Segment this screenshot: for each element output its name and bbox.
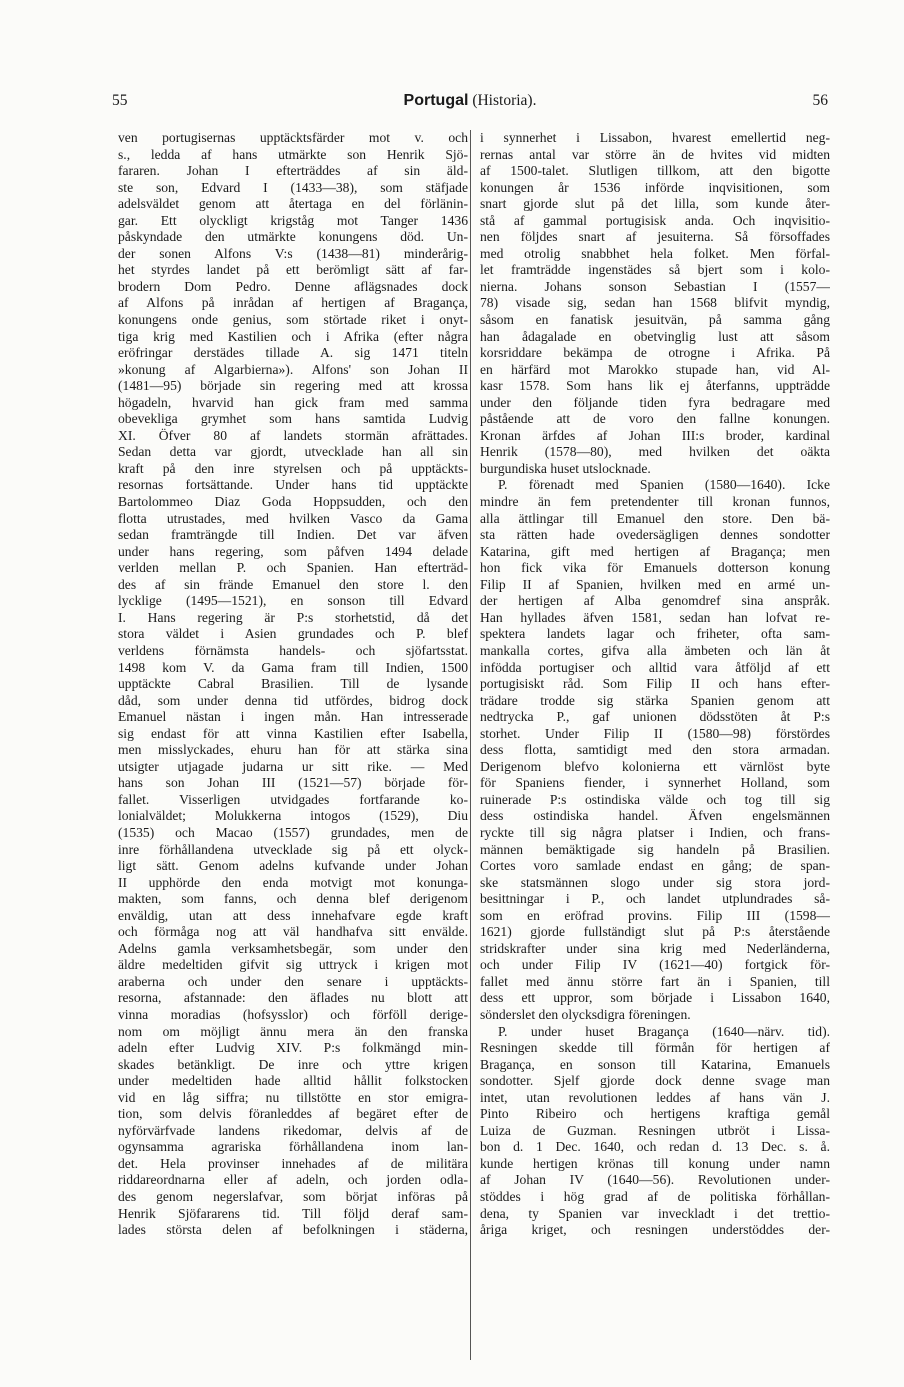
text-line: af 1500-talet. Slutligen tillkom, att den bigotte	[480, 163, 830, 179]
text-line: fallet med ännu större fart än i Spanien, till	[480, 973, 830, 989]
text-line: Adelns gamla verksamhetsbegär, som under den	[118, 940, 468, 956]
text-line: ske statsmännen slogo under sig stora jord-	[480, 874, 830, 890]
text-line: spektera landets lagar och friheter, ofta sam-	[480, 626, 830, 642]
text-line: lades största delen af befolkningen i städerna,	[118, 1222, 468, 1238]
text-line: och förmåga nog att väl handhafva sitt envälde.	[118, 924, 468, 940]
running-header	[112, 92, 828, 118]
text-line: konungens onde genius, som störtade riket i onyt-	[118, 312, 468, 328]
text-line: för Spaniens fiender, i synnerhet Holland, som	[480, 775, 830, 791]
text-line: högadeln, hvarvid han gick fram med samma	[118, 394, 468, 410]
text-line: dess flotta, samtidigt med den stora armadan.	[480, 742, 830, 758]
text-line: P. förenadt med Spanien (1580—1640). Icke	[498, 477, 830, 493]
text-line: sedan framträngde till Indien. Det var äfven	[118, 527, 468, 543]
text-line: vinna moradias (hofsysslor) och förföll derige-	[118, 1006, 468, 1022]
text-line: Resningen skedde till förmån för hertigen af	[480, 1040, 830, 1056]
text-line: nom om möjligt ännu mera än den franska	[118, 1023, 468, 1039]
text-line: araberna och under den senare i upptäckts-	[118, 973, 468, 989]
column-divider	[470, 130, 471, 1360]
text-line: (1535) och Macao (1557) grundades, men de	[118, 824, 468, 840]
text-line: II upphörde den enda motvigt mot konunga-	[118, 874, 468, 890]
text-line: makten, som fanns, och denna blef derigenom	[118, 891, 468, 907]
text-line: verldens förnämsta handels- och sjöfartsstat.	[118, 642, 468, 658]
text-line: af Alfons på inrådan af hertigen af Bragança,	[118, 295, 468, 311]
text-line: stöddes i hög grad af de politiska förhållan-	[480, 1189, 830, 1204]
text-line: Kronan ärfdes af Johan III:s broder, kardinal	[480, 427, 830, 443]
text-line: nyförvärfvade landens rikedomar, delvis af de	[118, 1122, 468, 1138]
text-line: Henrik (1578—80), med hvilken det oäkta	[480, 444, 830, 460]
text-line: kasr 1578. Som hans lik ej återfanns, uppträdde	[480, 378, 830, 394]
text-line: lycklige (1495—1521), en sonson till Edvard	[118, 593, 468, 609]
text-line: burgundiska huset utslocknade.	[480, 460, 651, 476]
text-line: resornas fortsättande. Under hans tid upptäckte	[118, 477, 468, 493]
text-line: des af sin frände Emanuel den store l. den	[118, 576, 468, 592]
text-line: hans son Johan III (1521—57) började för-	[118, 775, 468, 791]
text-line: der hertigen af Alba genomdref sina anspråk.	[480, 593, 830, 609]
text-line: 1498 kom V. da Gama fram till Indien, 1500	[118, 659, 468, 675]
text-line: lonialväldet; Molukkerna intogos (1529), Diu	[118, 808, 468, 824]
text-line: I. Hans regering är P:s storhetstid, då det	[118, 609, 468, 625]
text-line: hon fick vika för Emanuels dotterson konung	[480, 560, 830, 576]
text-line: dena, ty Spanien var inveckladt i det trettio-	[480, 1205, 830, 1221]
text-line: flotta utrustades, med hvilken Vasco da Gama	[118, 510, 468, 526]
text-line: upptäckte Cabral Brasilien. Till de lysande	[118, 676, 468, 692]
text-line: Filip II af Spanien, hvilken med en armé un-	[480, 576, 830, 592]
text-line: stora väldet i Asien grundades och P. blef	[118, 626, 468, 642]
text-line: utsigter utjagade judarna ur sitt rike. — Med	[118, 758, 468, 774]
text-line: Katarina, gift med hertigen af Bragança; men	[480, 543, 830, 559]
text-line: snart gjorde slut på det lilla, som kunde åter-	[480, 196, 830, 212]
text-line: af Johan IV (1640—56). Revolutionen under-	[480, 1172, 830, 1188]
text-line: stå af gammal portugisisk anda. Och inqvisitio-	[480, 212, 830, 228]
text-line: brodern Dom Pedro. Denne aflägsnades dock	[118, 278, 468, 294]
page-number-left: 55	[112, 92, 128, 109]
text-line: »konung af Algarbierna»). Alfons' son Johan II	[118, 361, 468, 377]
text-line: tion, som delvis föranleddes af begäret efter de	[118, 1106, 468, 1122]
text-line: XI. Öfver 80 af landets stormän afrättades.	[118, 427, 468, 443]
text-line: gar. Ett olyckligt krigståg mot Tanger 1436	[118, 212, 468, 228]
text-line: bon d. 1 Dec. 1640, och redan d. 13 Dec. s. å.	[480, 1139, 830, 1155]
text-line: påstående att de voro den fallne konungen.	[480, 411, 830, 427]
text-line: korsriddare bekämpa de otrogne i Afrika. På	[480, 345, 830, 361]
text-line: med otrolig snabbhet hela folket. Men förfal-	[480, 245, 830, 261]
text-line: let framträdde ingenstädes så bjert som i kolo-	[480, 262, 830, 278]
text-line: alla ättlingar till Emanuel den store. Den bä-	[480, 510, 830, 526]
text-line: vid en låg siffra; nu tillstötte en stor emigra-	[118, 1089, 468, 1105]
text-line: enväldig, utan att dess innehafvare egde kraft	[118, 907, 468, 923]
text-line: adelsväldet genom att återtaga en del förlänin-	[118, 196, 468, 212]
text-line: dess ett uppror, som började i Lissabon 1640,	[480, 990, 830, 1006]
text-line: Bartolommeo Diaz Goda Hoppsudden, och den	[118, 494, 468, 510]
title-subtitle: (Historia).	[472, 92, 537, 109]
text-line: mankalla cortes, gifva alla ämbeten och län åt	[480, 642, 830, 658]
text-line: fararen. Johan I efterträddes af sin äld-	[118, 163, 468, 179]
text-line: Henrik Sjöfararens tid. Till följd deraf sam-	[118, 1205, 468, 1221]
text-line: Pinto Ribeiro och hertigens kraftiga gemål	[480, 1106, 830, 1122]
text-line: det. Hela provinser innehades af de militära	[118, 1155, 468, 1171]
text-line: männen bemäktigade sig handeln på Brasilien.	[480, 841, 830, 857]
text-line: han ådagalade en obetvinglig lust att såsom	[480, 328, 830, 344]
text-line: nierna. Johans sonson Sebastian I (1557—	[480, 278, 830, 294]
text-line: des genom negerslafvar, som börjat införas på	[118, 1189, 468, 1204]
text-line: obevekliga grymhet som hans samtida Ludvig	[118, 411, 468, 427]
text-line: Cortes voro samlade endast en gång; de span-	[480, 858, 830, 874]
text-line: Luiza de Guzman. Resningen utbröt i Lissa-	[480, 1122, 830, 1138]
text-line: dåd, som under denna tid utfördes, bidrog dock	[118, 692, 468, 708]
text-line: ligt sätt. Genom adelns kufvande under Johan	[118, 858, 468, 874]
text-line: äldre medeltiden gifvit sig uttryck i krigen mot	[118, 957, 468, 973]
text-line: tiga krig med Kastilien och i Afrika (efter några	[118, 328, 468, 344]
text-line: nedtrycka P., gaf unionen dödsstöten åt P:s	[480, 709, 830, 725]
text-line: Han hyllades äfven 1581, sedan han lofvat re-	[480, 609, 830, 625]
text-line: kraft på den inre styrelsen och på upptäckts-	[118, 460, 468, 476]
text-line: åriga kriget, och resningen understöddes der-	[480, 1222, 830, 1238]
text-line: storhet. Under Filip II (1580—98) förstördes	[480, 725, 830, 741]
text-line: sondotter. Sjelf gjorde dock denne svage man	[480, 1073, 830, 1089]
running-title	[112, 92, 828, 110]
text-line: trädare trodde sig stärka Spanien genom att	[480, 692, 830, 708]
text-line: portugisiskt råd. Som Filip II och hans efter-	[480, 676, 830, 692]
text-line: riddareordnarna eller af adeln, och jorden odla-	[118, 1172, 468, 1188]
text-line: dess ostindiska handel. Äfven engelsmännen	[480, 808, 830, 824]
text-line: P. under huset Bragança (1640—närv. tid).	[498, 1023, 830, 1039]
right-column	[480, 130, 830, 1239]
text-line: Emanuel nästan i ingen mån. Han intresserade	[118, 709, 468, 725]
text-line: under medeltiden hade alltid hållit folkstocken	[118, 1073, 468, 1089]
title-portugal: Portugal	[403, 92, 469, 109]
text-line: som en eröfrad provins. Filip III (1598—	[480, 907, 830, 923]
text-line: besittningar i P., och landet utplundrades så-	[480, 891, 830, 907]
text-line: der sonen Alfons V:s (1438—81) minderårig-	[118, 245, 468, 261]
text-line: Derigenom blefvo kolonierna ett värnlöst byte	[480, 758, 830, 774]
text-line: en härfärd mot Marokko stupade han, vid Al-	[480, 361, 830, 377]
text-line: ogynsamma agrariska förhållandena inom lan-	[118, 1139, 468, 1155]
text-line: konungen år 1536 införde inqvisitionen, som	[480, 179, 830, 195]
text-line: intet, utan revolutionen leddes af hans vän J.	[480, 1089, 830, 1105]
text-line: stridskrafter under sina krig med Nederländerna,	[480, 940, 830, 956]
text-line: adeln efter Ludvig XIV. P:s folkmängd min-	[118, 1040, 468, 1056]
text-line: (1481—95) började sin regering med att krossa	[118, 378, 468, 394]
text-line: Sedan detta var gjordt, utvecklade han all sin	[118, 444, 468, 460]
text-line: sta rätten hade ovedersägligen dennes sondotter	[480, 527, 830, 543]
text-line: ryckte till sig några platser i Indien, och frans-	[480, 824, 830, 840]
text-line: infödda portugiser och alltid vara åtföljd af ett	[480, 659, 830, 675]
text-line: skades betänkligt. De inre och yttre krigen	[118, 1056, 468, 1072]
text-line: rernas antal var större än de hvites vid midten	[480, 146, 830, 162]
text-line: inre förhållandena utvecklade sig på ett olyck-	[118, 841, 468, 857]
text-line: under hans regering, som påfven 1494 delade	[118, 543, 468, 559]
text-line: i synnerhet i Lissabon, hvarest emellertid neg-	[480, 130, 830, 145]
text-line: het styrdes landet på ett berömligt sätt af far-	[118, 262, 468, 278]
text-line: påskyndade den utmärkte konungens död. Un-	[118, 229, 468, 245]
text-line: sig endast för att vinna Kastilien efter Isabella,	[118, 725, 468, 741]
text-line: 78) visade sig, sedan han 1568 blifvit myndig,	[480, 295, 830, 311]
text-line: sönderslet den olycksdigra föreningen.	[480, 1006, 691, 1022]
page-number-right: 56	[812, 92, 828, 109]
text-line: kunde hertigen krönas till konung under namn	[480, 1155, 830, 1171]
text-line: nen följdes snart af jesuiterna. Så försoffades	[480, 229, 830, 245]
text-line: ruinerade P:s ostindiska välde och tog till sig	[480, 791, 830, 807]
text-line: 1621) gjorde fullständigt slut på P:s återstående	[480, 924, 830, 940]
text-line: ven portugisernas upptäcktsfärder mot v. och	[118, 130, 468, 145]
text-line: resorna, afstannade: den äflades nu blott att	[118, 990, 468, 1006]
text-line: under den följande tiden fyra bedragare med	[480, 394, 830, 410]
text-line: fallet. Visserligen utvidgades fortfarande ko-	[118, 791, 468, 807]
text-line: mindre än fem pretendenter till kronan funnos,	[480, 494, 830, 510]
text-line: s., ledda af hans utmärkte son Henrik Sjö-	[118, 146, 468, 162]
text-line: och under Filip IV (1621—40) fortgick för-	[480, 957, 830, 973]
text-line: verlden mellan P. och Spanien. Han efterträd-	[118, 560, 468, 576]
text-line: ste son, Edvard I (1433—38), som stäfjade	[118, 179, 468, 195]
left-column	[118, 130, 468, 1239]
text-line: såsom en fanatisk jesuitvän, på samma gång	[480, 312, 830, 328]
text-line: men misslyckades, ehuru han för att stärka sina	[118, 742, 468, 758]
text-line: eröfringar derstädes tillade A. sig 1471 titeln	[118, 345, 468, 361]
text-line: Bragança, en sonson till Katarina, Emanuels	[480, 1056, 830, 1072]
